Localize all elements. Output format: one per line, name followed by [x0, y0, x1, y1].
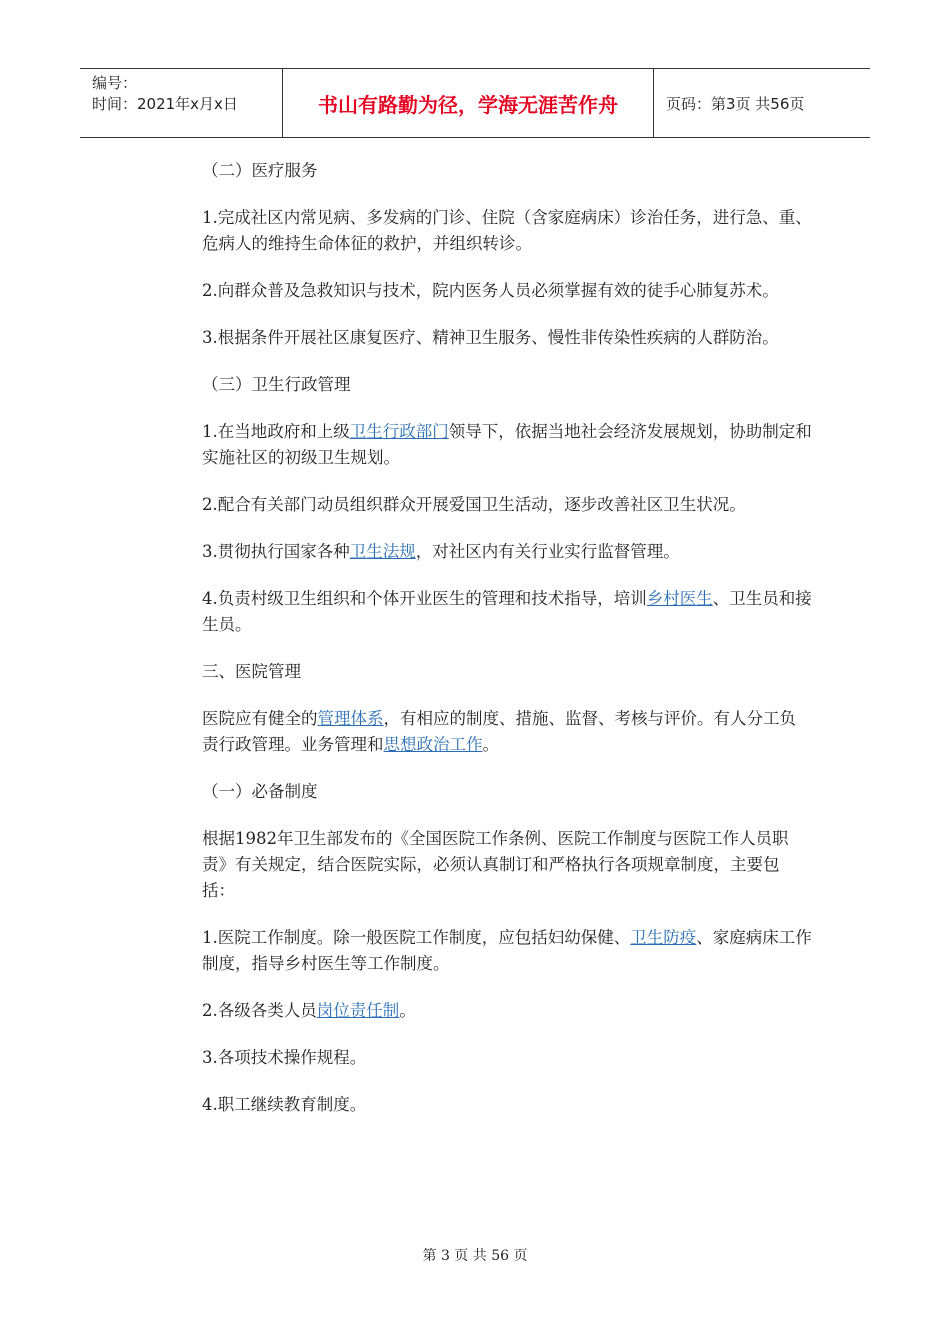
link-disease-prevention[interactable]: 卫生防疫 [630, 928, 697, 947]
paragraph: 4.负责村级卫生组织和个体开业医生的管理和技术指导，培训乡村医生、卫生员和接生员。 [202, 589, 812, 634]
section-heading: （三）卫生行政管理 [202, 375, 351, 394]
paragraph: 3.各项技术操作规程。 [202, 1048, 367, 1067]
number-label: 编号： [92, 74, 138, 92]
section-heading: （二）医疗服务 [202, 161, 318, 180]
header-motto: 书山有路勤为径，学海无涯苦作舟 [282, 69, 654, 137]
section-heading: （一）必备制度 [202, 782, 318, 801]
paragraph: 2.向群众普及急救知识与技术，院内医务人员必须掌握有效的徒手心肺复苏术。 [202, 281, 779, 300]
link-health-admin-dept[interactable]: 卫生行政部门 [349, 422, 449, 441]
link-ideological-work[interactable]: 思想政治工作 [383, 735, 483, 754]
link-management-system[interactable]: 管理体系 [317, 709, 384, 728]
time-label: 时间：2021年x月x日 [92, 95, 238, 113]
paragraph: 2.各级各类人员岗位责任制。 [202, 1001, 416, 1020]
header-meta [80, 69, 282, 137]
paragraph: 3.贯彻执行国家各种卫生法规，对社区内有关行业实行监督管理。 [202, 542, 680, 561]
paragraph: 根据1982年卫生部发布的《全国医院工作条例、医院工作制度与医院工作人员职责》有关规定，结合医院实际，必须认真制订和严格执行各项规章制度，主要包括： [202, 829, 789, 900]
page-footer: 第 3 页 共 56 页 [422, 1248, 528, 1264]
link-job-responsibility[interactable]: 岗位责任制 [316, 1001, 400, 1020]
paragraph: 2.配合有关部门动员组织群众开展爱国卫生活动，逐步改善社区卫生状况。 [202, 495, 746, 514]
paragraph: 1.完成社区内常见病、多发病的门诊、住院（含家庭病床）诊治任务，进行急、重、危病人的维持生命体征的救护，并组织转诊。 [202, 208, 812, 253]
page-header [80, 68, 870, 138]
link-village-doctor[interactable]: 乡村医生 [646, 589, 713, 608]
paragraph: 3.根据条件开展社区康复医疗、精神卫生服务、慢性非传染性疾病的人群防治。 [202, 328, 779, 347]
header-page-label: 页码：第3页 共56页 [666, 94, 805, 113]
paragraph: 4.职工继续教育制度。 [202, 1095, 367, 1114]
section-heading: 三、医院管理 [202, 662, 301, 681]
paragraph: 1.医院工作制度。除一般医院工作制度，应包括妇幼保健、卫生防疫、家庭病床工作制度，指导乡村医生等工作制度。 [202, 928, 812, 973]
document-body [202, 158, 812, 1139]
link-health-regulations[interactable]: 卫生法规 [349, 542, 416, 561]
paragraph: 医院应有健全的管理体系，有相应的制度、措施、监督、考核与评价。有人分工负责行政管理。业务管理和思想政治工作。 [202, 709, 796, 754]
paragraph: 1.在当地政府和上级卫生行政部门领导下，依据当地社会经济发展规划，协助制定和实施社区的初级卫生规划。 [202, 422, 812, 467]
